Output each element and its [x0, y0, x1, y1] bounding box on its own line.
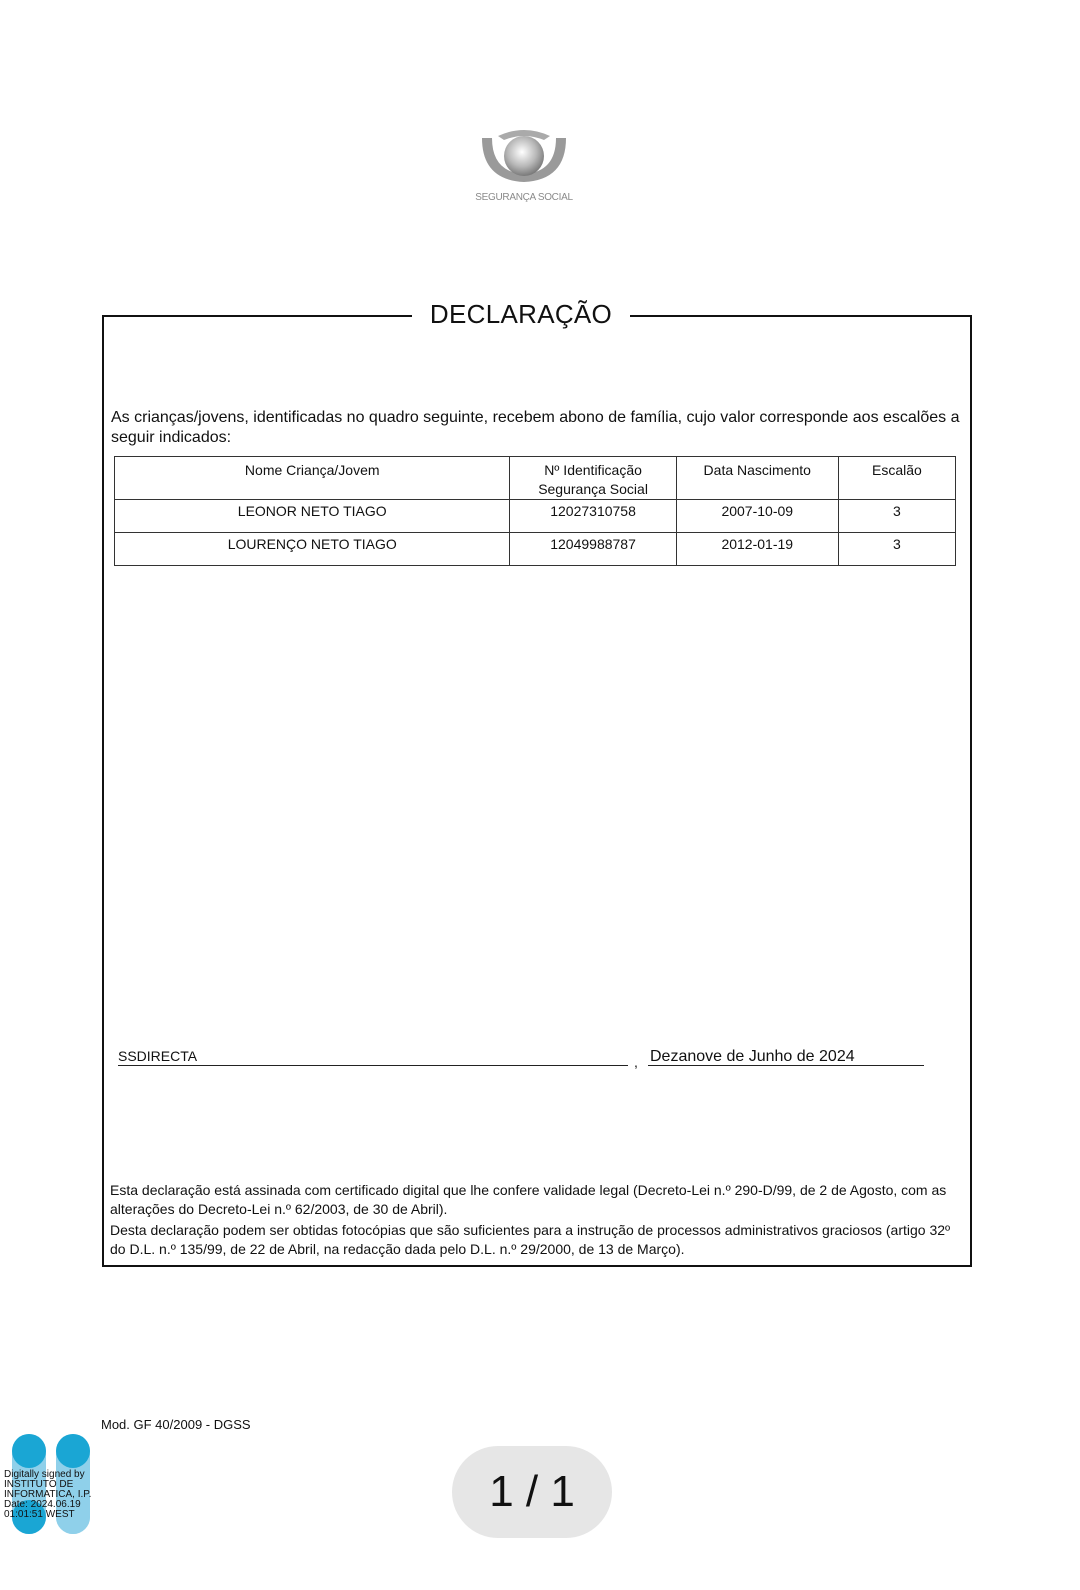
cell-ss-id: 12027310758 — [510, 500, 676, 533]
signature-line: Date: 2024.06.19 — [4, 1499, 81, 1510]
cell-name: LOURENÇO NETO TIAGO — [115, 533, 510, 566]
cell-birth-date: 2012-01-19 — [676, 533, 838, 566]
model-reference: Mod. GF 40/2009 - DGSS — [101, 1417, 251, 1432]
logo-emblem-icon — [468, 128, 580, 192]
date-underline — [648, 1065, 924, 1066]
table-row — [115, 533, 956, 566]
signature-line: 01:01:51 WEST — [4, 1509, 75, 1520]
cell-birth-date: 2007-10-09 — [676, 500, 838, 533]
column-header-ss-id: Nº Identificação Segurança Social — [510, 457, 676, 500]
legal-note-photocopies: Desta declaração podem ser obtidas fotocópias que são suficientes para a instrução de processos administrativos graciosos (artigo 32º do D.L. n.º 135/99, de 22 de Abril, na redacção dada pelo D.L. n.º 29/2000, de 13 de Março). — [110, 1222, 951, 1257]
logo-text: SEGURANÇA SOCIAL — [475, 192, 573, 203]
signature-line: Digitally signed by — [4, 1469, 85, 1480]
place-text: SSDIRECTA — [118, 1048, 198, 1064]
legal-note-signature: Esta declaração está assinada com certificado digital que lhe confere validade legal (Decreto-Lei n.º 290-D/99, de 2 de Agosto, com as alterações do Decreto-Lei n.º 62/2003, de 30 de Abril). — [110, 1182, 947, 1217]
column-header-name: Nome Criança/Jovem — [115, 457, 510, 500]
seguranca-social-logo — [468, 128, 580, 212]
date-text: Dezanove de Junho de 2024 — [650, 1048, 855, 1065]
table-row — [115, 500, 956, 533]
cell-ss-id: 12049988787 — [510, 533, 676, 566]
column-header-birth-date: Data Nascimento — [676, 457, 838, 500]
table-header-row — [115, 457, 956, 500]
children-table — [114, 456, 956, 566]
intro-paragraph: As crianças/jovens, identificadas no quadro seguinte, recebem abono de família, cujo valor corresponde aos escalões a seguir indicados: — [111, 409, 960, 446]
digital-signature-text — [4, 1470, 91, 1520]
declaration-title: DECLARAÇÃO — [412, 296, 630, 332]
place-underline — [118, 1065, 628, 1066]
cell-name: LEONOR NETO TIAGO — [115, 500, 510, 533]
signature-line: INFORMATICA, I.P. — [4, 1489, 92, 1500]
page-indicator[interactable]: 1 / 1 — [452, 1446, 612, 1538]
cell-escalao: 3 — [838, 500, 955, 533]
cell-escalao: 3 — [838, 533, 955, 566]
place-date-separator: , — [634, 1054, 638, 1070]
column-header-escalao: Escalão — [838, 457, 955, 500]
signature-line: INSTITUTO DE — [4, 1479, 74, 1490]
